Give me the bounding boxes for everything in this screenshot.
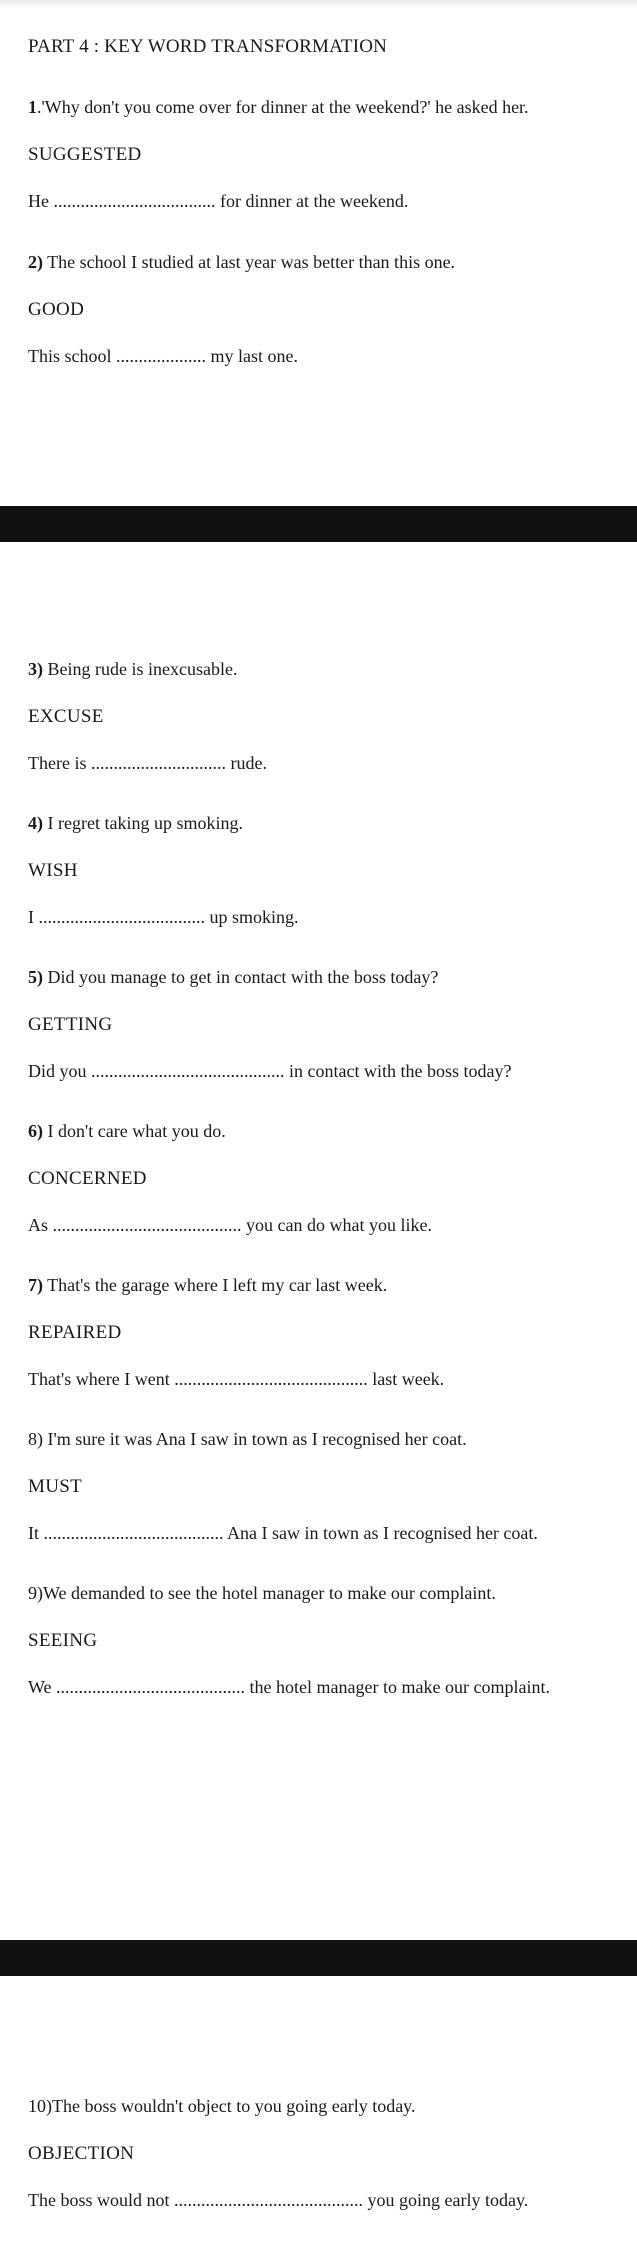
answer-blank[interactable]: ........................................... (174, 1369, 368, 1389)
question-text: I regret taking up smoking. (43, 813, 243, 833)
question-9 (28, 1583, 496, 1604)
answer-blank[interactable]: .......................................... (56, 1677, 246, 1697)
answer-line-9 (28, 1677, 550, 1698)
question-10 (28, 2096, 416, 2117)
answer-line-4 (28, 907, 299, 928)
question-number: 5) (28, 967, 43, 987)
keyword-9: SEEING (28, 1630, 98, 1651)
keyword-5: GETTING (28, 1014, 113, 1035)
answer-line-7 (28, 1369, 444, 1390)
keyword-1: SUGGESTED (28, 144, 142, 165)
answer-blank[interactable]: .......................................... (174, 2190, 363, 2210)
question-text: That's the garage where I left my car last week. (43, 1275, 388, 1295)
keyword-8: MUST (28, 1476, 82, 1497)
page-top-shadow (0, 0, 637, 8)
answer-prefix: There is (28, 753, 91, 773)
question-number: 3) (28, 659, 43, 679)
answer-blank[interactable]: ........................................... (91, 1061, 285, 1081)
answer-suffix: in contact with the boss today? (284, 1061, 512, 1081)
question-text: 10)The boss wouldn't object to you going early today. (28, 2096, 416, 2116)
question-text: 8) I'm sure it was Ana I saw in town as I recognised her coat. (28, 1429, 467, 1449)
answer-line-6 (28, 1215, 432, 1236)
answer-prefix: Did you (28, 1061, 91, 1081)
question-text: .'Why don't you come over for dinner at the weekend?' he asked her. (37, 97, 529, 117)
question-number: 7) (28, 1275, 43, 1295)
answer-line-5 (28, 1061, 511, 1082)
page-title: PART 4 : KEY WORD TRANSFORMATION (28, 36, 388, 57)
answer-suffix: last week. (367, 1369, 445, 1389)
answer-prefix: This school (28, 346, 116, 366)
answer-prefix: That's where I went (28, 1369, 175, 1389)
keyword-2: GOOD (28, 299, 85, 320)
answer-prefix: The boss would not (28, 2190, 174, 2210)
question-text: Did you manage to get in contact with the boss today? (43, 967, 439, 987)
page-break-bar (0, 506, 637, 542)
question-text: The school I studied at last year was better than this one. (43, 252, 456, 272)
answer-suffix: for dinner at the weekend. (215, 191, 409, 211)
question-2 (28, 252, 455, 273)
keyword-3: EXCUSE (28, 706, 104, 727)
answer-blank[interactable]: ........................................ (43, 1523, 224, 1543)
answer-suffix: up smoking. (205, 907, 299, 927)
question-number: 6) (28, 1121, 43, 1141)
question-6 (28, 1121, 226, 1142)
keyword-6: CONCERNED (28, 1168, 147, 1189)
answer-suffix: you going early today. (363, 2190, 529, 2210)
answer-blank[interactable]: .............................. (90, 753, 226, 773)
question-4 (28, 813, 243, 834)
answer-suffix: my last one. (206, 346, 298, 366)
answer-prefix: I (28, 907, 39, 927)
answer-prefix: He (28, 191, 54, 211)
keyword-4: WISH (28, 860, 78, 881)
question-text: I don't care what you do. (43, 1121, 226, 1141)
question-7 (28, 1275, 387, 1296)
answer-line-1 (28, 191, 408, 212)
answer-line-2 (28, 346, 298, 367)
answer-prefix: It (28, 1523, 44, 1543)
answer-line-10 (28, 2190, 528, 2211)
answer-suffix: you can do what you like. (241, 1215, 432, 1235)
answer-suffix: rude. (225, 753, 267, 773)
question-text: Being rude is inexcusable. (43, 659, 238, 679)
question-1 (28, 97, 529, 118)
answer-blank[interactable]: .......................................... (52, 1215, 242, 1235)
question-3 (28, 659, 237, 680)
question-number: 2) (28, 252, 43, 272)
question-5 (28, 967, 438, 988)
answer-suffix: Ana I saw in town as I recognised her coat. (223, 1523, 538, 1543)
answer-prefix: As (28, 1215, 53, 1235)
answer-blank[interactable]: ..................................... (38, 907, 205, 927)
question-number: 1 (28, 97, 37, 117)
answer-suffix: the hotel manager to make our complaint. (245, 1677, 550, 1697)
answer-line-8 (28, 1523, 538, 1544)
question-number: 4) (28, 813, 43, 833)
answer-prefix: We (28, 1677, 57, 1697)
answer-line-3 (28, 753, 267, 774)
keyword-7: REPAIRED (28, 1322, 122, 1343)
answer-blank[interactable]: .................... (116, 346, 206, 366)
question-8 (28, 1429, 467, 1450)
page-break-bar (0, 1940, 637, 1976)
keyword-10: OBJECTION (28, 2143, 135, 2164)
answer-blank[interactable]: .................................... (53, 191, 216, 211)
question-text: 9)We demanded to see the hotel manager to make our complaint. (28, 1583, 496, 1603)
